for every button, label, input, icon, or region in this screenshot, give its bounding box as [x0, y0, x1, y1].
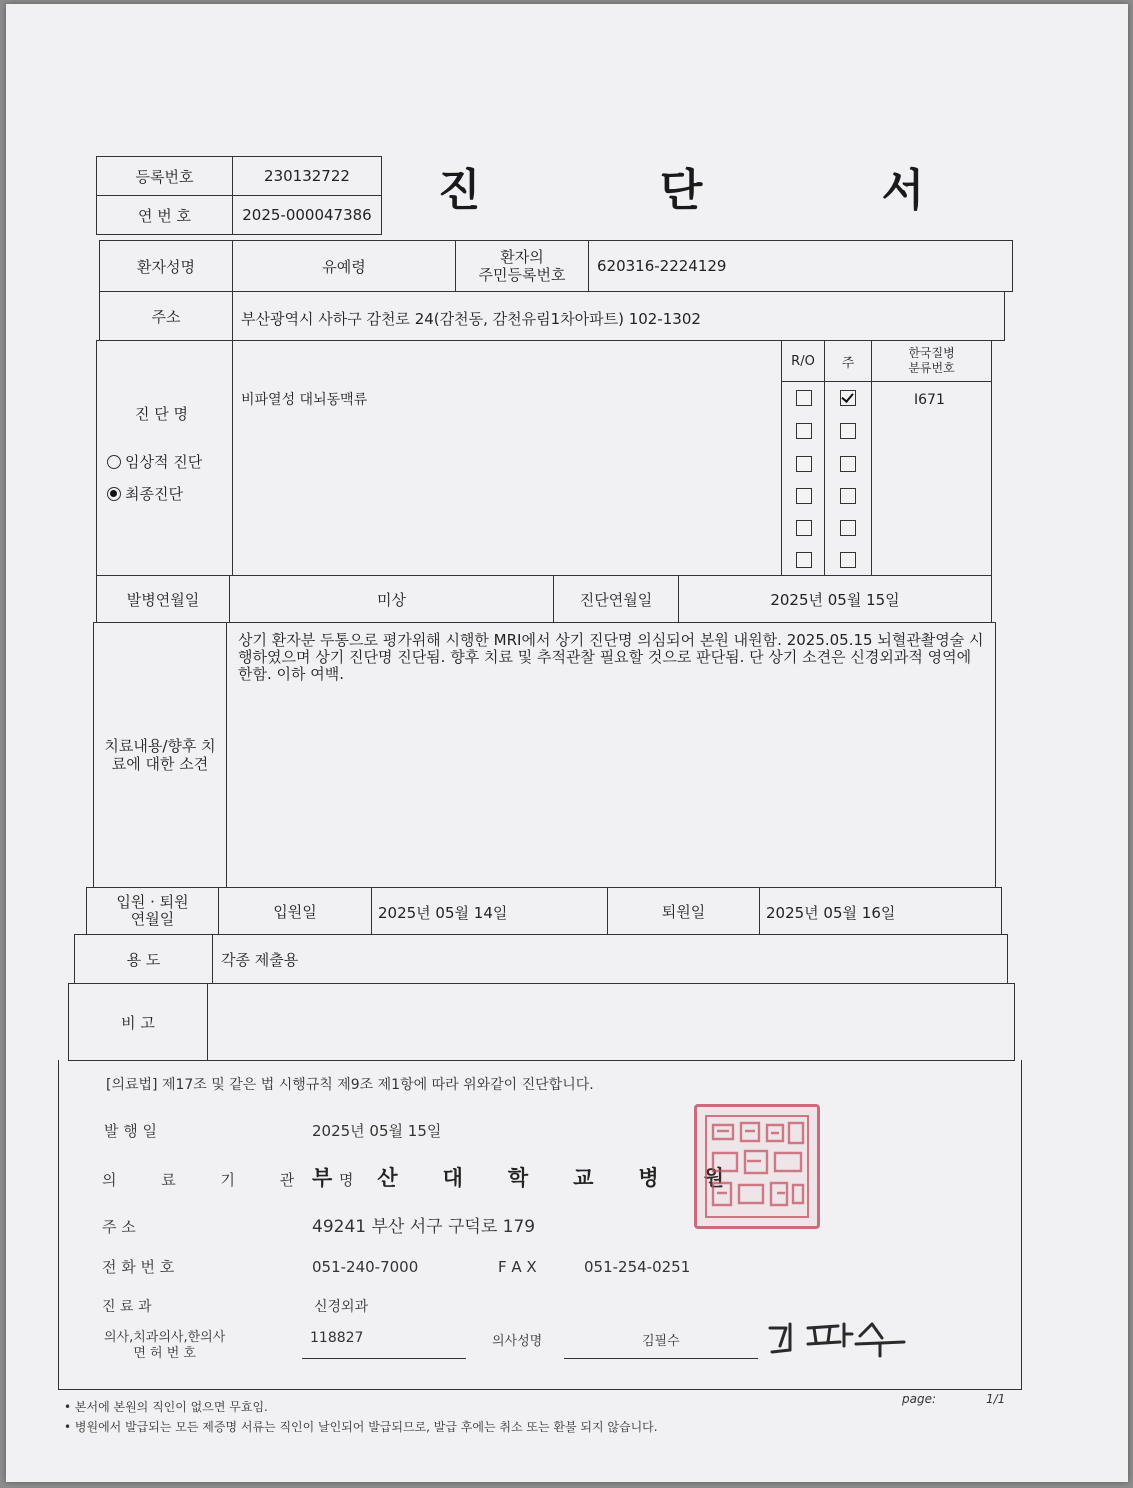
- main-checkbox-column: [824, 381, 872, 576]
- doctor-underline: [564, 1358, 758, 1359]
- col-code-label-line1: 한국질병: [908, 346, 955, 360]
- seal-pattern-icon: [697, 1107, 817, 1226]
- doctor-signature: [764, 1316, 914, 1360]
- rrn-label-cell: [455, 240, 589, 292]
- main-checkbox-2[interactable]: [840, 423, 856, 439]
- institution-label: 의 료 기 관 명: [102, 1171, 374, 1189]
- code-column: [871, 381, 992, 576]
- diag-date-value-cell: [678, 575, 992, 623]
- note-seal-required: • 본서에 본원의 직인이 없으면 무효임.: [64, 1400, 268, 1414]
- institution-name: 부산대학교병원: [312, 1166, 770, 1190]
- onset-label: 발병연월일: [126, 590, 200, 609]
- rrn-value-cell: [588, 240, 1013, 292]
- purpose-value: 각종 제출용: [221, 951, 299, 969]
- serial-number-value-cell: [232, 195, 382, 235]
- license-label: [104, 1330, 225, 1362]
- rrn-value: 620316-2224129: [597, 257, 727, 275]
- diag-date-value: 2025년 05월 15일: [770, 590, 900, 609]
- document-title: 진 단 서: [438, 165, 1007, 216]
- diag-date-label: 진단연월일: [579, 590, 653, 609]
- patient-name-label: 환자성명: [137, 257, 195, 276]
- ro-checkbox-column: [781, 381, 825, 576]
- diagnosis-label: 진 단 명: [135, 405, 189, 423]
- rrn-label-line2: 주민등록번호: [478, 266, 566, 284]
- address-value: 부산광역시 사하구 감천로 24(감천동, 감천유림1차아파트) 102-1302: [241, 310, 701, 328]
- ro-checkbox-3[interactable]: [796, 456, 812, 472]
- reg-number-value: 230132722: [264, 167, 350, 185]
- page-label: page:: [902, 1392, 937, 1406]
- option-clinical-label: 임상적 진단: [125, 453, 203, 471]
- reg-number-value-cell: [232, 156, 382, 196]
- admit-date-value-cell: [371, 887, 608, 935]
- serial-number-value: 2025-000047386: [242, 206, 372, 224]
- doctor-label: 의사성명: [492, 1334, 543, 1349]
- license-label-line1: 의사,치과의사,한의사: [104, 1330, 226, 1345]
- doctor-name: 김필수: [642, 1334, 680, 1349]
- purpose-label-cell: [74, 934, 213, 984]
- phone-value: 051-240-7000: [312, 1258, 419, 1276]
- main-checkbox-6[interactable]: [840, 552, 856, 568]
- address-label: 주소: [151, 307, 181, 326]
- col-ro-label: R/O: [791, 353, 815, 369]
- diagnosis-certificate: [6, 4, 1128, 1482]
- fax-value: 051-254-0251: [584, 1258, 691, 1276]
- ro-checkbox-4[interactable]: [796, 488, 812, 504]
- license-label-line2: 면 허 번 호: [133, 1346, 196, 1361]
- admission-label-line1: 입원 · 퇴원: [116, 893, 189, 911]
- inst-address-value: 49241 부산 서구 구덕로 179: [312, 1217, 536, 1237]
- phone-label: 전 화 번 호: [102, 1258, 175, 1276]
- note-no-refund: • 병원에서 발급되는 모든 제증명 서류는 직인이 날인되어 발급되므로, 발급 후에는 취소 또는 환불 되지 않습니다.: [64, 1420, 658, 1434]
- inst-address-row: [102, 1212, 535, 1237]
- admission-label-line2: 연월일: [130, 910, 175, 928]
- admit-date-label-cell: [218, 887, 372, 935]
- discharge-date-value: 2025년 05월 16일: [766, 904, 896, 922]
- onset-value-cell: [229, 575, 554, 623]
- dept-label: 진 료 과: [102, 1299, 152, 1315]
- page-value: 1/1: [986, 1392, 1006, 1406]
- address-label-cell: [99, 291, 233, 341]
- col-main-label: 주: [841, 355, 855, 371]
- main-checkbox-3[interactable]: [840, 456, 856, 472]
- main-checkbox-1[interactable]: [840, 390, 856, 406]
- col-main-cell: [824, 340, 872, 382]
- patient-name-label-cell: [99, 240, 233, 292]
- dept-row: [102, 1296, 368, 1316]
- option-clinical: [107, 451, 202, 472]
- serial-number-label: 연 번 호: [137, 206, 191, 225]
- admit-date-value: 2025년 05월 14일: [378, 904, 508, 922]
- treatment-label-cell: [93, 622, 227, 888]
- discharge-date-label-cell: [607, 887, 760, 935]
- option-final: [107, 483, 183, 504]
- license-underline: [302, 1358, 466, 1359]
- treatment-text: 상기 환자분 두통으로 평가위해 시행한 MRI에서 상기 진단명 의심되어 본원 내원함. 2025.05.15 뇌혈관촬영술 시행하였으며 상기 진단명 진단됨. 향후 치료 및 추적관찰 필요할 것으로 판단됨. 단 상기 소견은 신경외과적 영역에 한함. 이하 여백.: [238, 631, 984, 683]
- onset-value: 미상: [377, 590, 406, 609]
- hospital-seal: [694, 1104, 820, 1229]
- diagnosis-label-cell: [96, 340, 233, 576]
- discharge-date-value-cell: [759, 887, 1002, 935]
- admit-date-label: 입원일: [273, 902, 317, 921]
- diagnosis-name-cell: [232, 340, 782, 576]
- purpose-label: 용 도: [126, 950, 161, 969]
- col-code-label-line2: 분류번호: [908, 361, 955, 375]
- address-value-cell: [232, 291, 1005, 341]
- issue-date-label: 발 행 일: [104, 1122, 158, 1140]
- legal-statement: [의료법] 제17조 및 같은 법 시행규칙 제9조 제1항에 따라 위와같이 진단합니다.: [106, 1077, 594, 1093]
- reg-number-label-cell: [96, 156, 233, 196]
- col-code-cell: [871, 340, 992, 382]
- patient-name-value-cell: [232, 240, 456, 292]
- ro-checkbox-5[interactable]: [796, 520, 812, 536]
- col-ro-cell: [781, 340, 825, 382]
- diagnosis-code-value: I671: [914, 392, 945, 408]
- admission-label-cell: [86, 887, 219, 935]
- discharge-date-label: 퇴원일: [661, 902, 706, 921]
- license-value: 118827: [310, 1330, 364, 1346]
- radio-final-icon: [107, 487, 121, 501]
- dept-value: 신경외과: [314, 1299, 369, 1315]
- ro-checkbox-1[interactable]: [796, 390, 812, 406]
- diagnosis-name-value: 비파열성 대뇌동맥류: [241, 392, 368, 408]
- issue-date-row: [104, 1120, 441, 1141]
- remarks-label-cell: [68, 983, 208, 1061]
- phone-row: [102, 1256, 690, 1277]
- option-final-label: 최종진단: [125, 485, 183, 503]
- issue-date-value: 2025년 05월 15일: [312, 1122, 442, 1140]
- institution-row: [102, 1162, 769, 1192]
- serial-number-label-cell: [96, 195, 233, 235]
- main-checkbox-4[interactable]: [840, 488, 856, 504]
- purpose-value-cell: [212, 934, 1008, 984]
- onset-label-cell: [96, 575, 230, 623]
- remarks-value-cell: [207, 983, 1015, 1061]
- main-checkbox-5[interactable]: [840, 520, 856, 536]
- treatment-label: 치료내용/향후 치료에 대한 소견: [104, 737, 216, 773]
- patient-name-value: 유예령: [322, 257, 366, 276]
- inst-address-label: 주 소: [102, 1218, 136, 1236]
- ro-checkbox-2[interactable]: [796, 423, 812, 439]
- remarks-label: 비 고: [121, 1013, 155, 1032]
- ro-checkbox-6[interactable]: [796, 552, 812, 568]
- reg-number-label: 등록번호: [135, 167, 194, 186]
- fax-label: F A X: [498, 1258, 537, 1276]
- diag-date-label-cell: [553, 575, 679, 623]
- radio-clinical-icon: [107, 455, 121, 469]
- rrn-label-line1: 환자의: [500, 248, 544, 266]
